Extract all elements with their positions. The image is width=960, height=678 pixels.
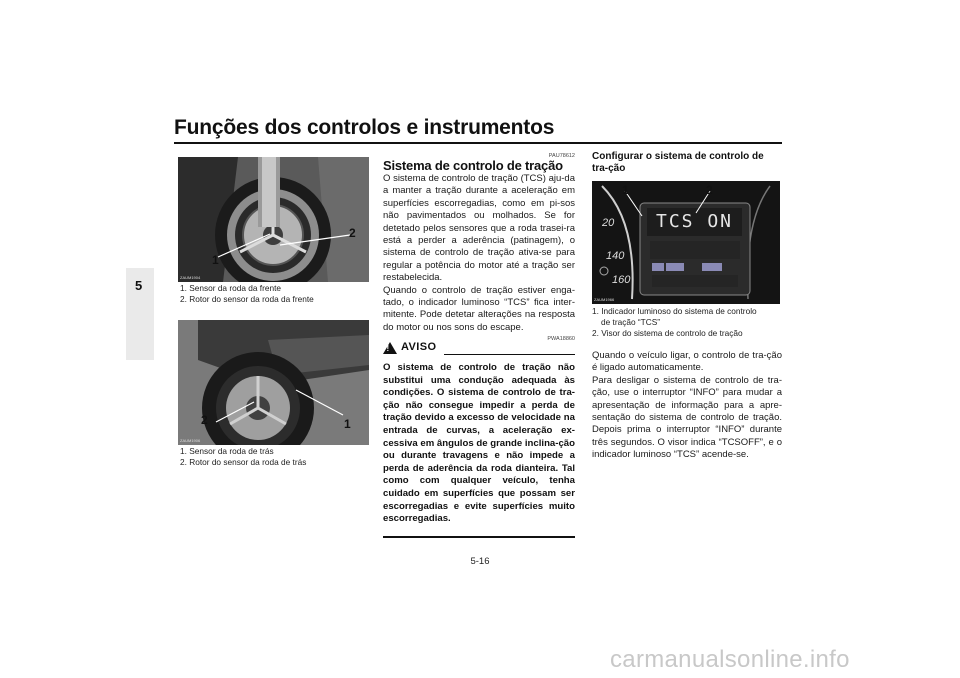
caption-item: de tração “TCS” <box>601 317 661 327</box>
dashboard-illustration <box>592 181 780 304</box>
warning-icon <box>383 342 397 354</box>
figure-code: ZAUM1966 <box>594 297 615 302</box>
callout-1: 1 <box>344 417 351 431</box>
notice-label: AVISO <box>401 341 437 353</box>
caption-item: 2. Rotor do sensor da roda de trás <box>180 457 307 467</box>
figure-code: ZAUM1904 <box>180 275 201 280</box>
caption-item: 1. Sensor da roda de trás <box>180 446 274 456</box>
notice-rule-bottom <box>383 536 575 538</box>
svg-text:160: 160 <box>612 274 631 286</box>
caption-item: 1. Indicador luminoso do sistema de controlo <box>592 306 757 316</box>
callout-1: 1 <box>212 253 219 267</box>
callout-2: 2 <box>201 413 208 427</box>
caption-item: 2. Rotor do sensor da roda da frente <box>180 294 314 304</box>
section-ref-code: PAU78612 <box>548 153 575 159</box>
svg-text:140: 140 <box>606 250 625 262</box>
page-number: 5-16 <box>470 556 490 567</box>
svg-text:20: 20 <box>602 217 615 229</box>
watermark: carmanualsonline.info <box>610 646 850 673</box>
chapter-number: 5 <box>135 278 143 293</box>
callout-2: 2 <box>706 183 713 197</box>
page-title: Funções dos controlos e instrumentos <box>174 116 555 139</box>
tcs-display-text: TCS ON <box>656 211 734 232</box>
callout-2: 2 <box>349 226 356 240</box>
front-wheel-illustration <box>178 157 369 282</box>
dashboard-photo <box>592 181 780 304</box>
caption-item: 1. Sensor da roda da frente <box>180 283 282 293</box>
rear-figure-captions <box>180 446 306 468</box>
section-paragraph: O sistema de controlo de tração (TCS) aju-da a manter a tração durante a aceleração em superfícies escorregadias, como em pi-sos não pavimentados ou molhados. Se for detetado pelos sensores que a roda trasei-ra está a perder a aderência (patinagem), o sistema de controlo de tração ativa-se para regular a potência do motor até a tração ser restabelecida. Quando o controlo de tração estiver enga-tado, o indicador luminoso “TCS” fica inter-mitente. Pode detetar alterações na resposta do motor ou nos sons do escape. <box>383 173 575 333</box>
title-rule <box>174 142 782 144</box>
notice-ref-code: PWA18860 <box>547 336 575 342</box>
caption-item: 2. Visor do sistema de controlo de tração <box>592 328 743 338</box>
dashboard-figure-captions <box>592 306 757 339</box>
section-title: Sistema de controlo de tração <box>383 158 563 173</box>
config-paragraph: Quando o veículo ligar, o controlo de tra-ção é ligado automaticamente. Para desligar o sistema de controlo de tra-ção, use o interruptor “INFO” para mudar a apresentação de informação para a apre-sentação do sistema de controlo de tração. Depois prima o interruptor “INFO” durante três segundos. O visor indica “TCSOFF”, e o indicador luminoso “TCS” acende-se. <box>592 350 782 461</box>
notice-text: O sistema de controlo de tração não substitui uma condução adequada às condições. O sistema de controlo de tra-ção não consegue impedir a perda de tração devido a excesso de velocidade na entrada de curvas, a aceleração ex-cessiva em ângulos de grande inclina-ção ou durante travagens e não impede a perda de aderência da roda dianteira. Tal como com qualquer veículo, tenha cuidado em superfícies que possam ser escorregadias e evite superfícies muito escorregadias. <box>383 362 575 525</box>
config-title: Configurar o sistema de controlo de tra-ção <box>592 151 764 174</box>
notice-rule-top <box>444 354 575 355</box>
front-wheel-photo <box>178 157 369 282</box>
front-figure-captions <box>180 283 314 305</box>
figure-code: ZAUM1906 <box>180 438 201 443</box>
callout-1: 1 <box>622 183 629 197</box>
